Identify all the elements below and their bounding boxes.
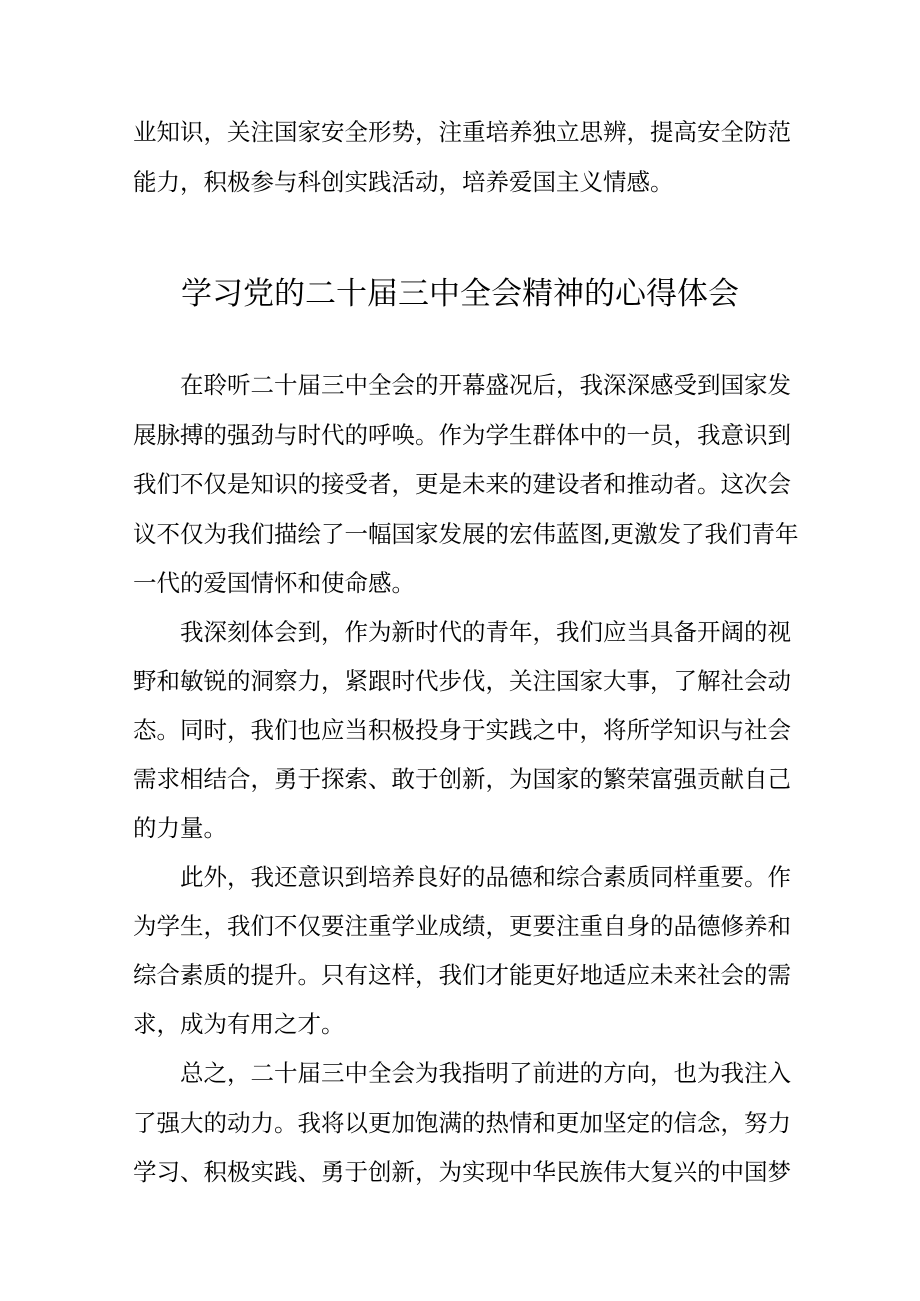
paragraph-2-line-1: 我深刻体会到，作为新时代的青年，我们应当具备开阔的视	[133, 618, 791, 646]
intro-line-1: 业知识，关注国家安全形势，注重培养独立思辨，提高安全防范	[133, 118, 791, 146]
paragraph-3-line-3: 综合素质的提升。只有这样，我们才能更好地适应未来社会的需	[133, 961, 791, 989]
paragraph-4-line-2: 了强大的动力。我将以更加饱满的热情和更加坚定的信念，努力	[133, 1109, 791, 1137]
paragraph-2-line-3: 态。同时，我们也应当积极投身于实践之中，将所学知识与社会	[133, 716, 791, 744]
paragraph-2-line-4: 需求相结合，勇于探索、敢于创新，为国家的繁荣富强贡献自己	[133, 765, 791, 793]
paragraph-2-line-5: 的力量。	[133, 814, 227, 842]
paragraph-3-line-1: 此外，我还意识到培养良好的品德和综合素质同样重要。作	[133, 863, 791, 891]
paragraph-1-line-1: 在聆听二十届三中全会的开幕盛况后，我深深感受到国家发	[133, 371, 791, 399]
paragraph-3-line-4: 求，成为有用之才。	[133, 1010, 345, 1038]
paragraph-3-line-2: 为学生，我们不仅要注重学业成绩，更要注重自身的品德修养和	[133, 912, 791, 940]
paragraph-2-line-2: 野和敏锐的洞察力，紧跟时代步伐，关注国家大事，了解社会动	[133, 667, 791, 695]
paragraph-1-line-3: 我们不仅是知识的接受者，更是未来的建设者和推动者。这次会	[133, 470, 791, 498]
paragraph-1-line-2: 展脉搏的强劲与时代的呼唤。作为学生群体中的一员，我意识到	[133, 421, 791, 449]
paragraph-4-line-1: 总之，二十届三中全会为我指明了前进的方向，也为我注入	[133, 1059, 791, 1087]
paragraph-4-line-3: 学习、积极实践、勇于创新，为实现中华民族伟大复兴的中国梦	[133, 1158, 791, 1186]
intro-line-2: 能力，积极参与科创实践活动，培养爱国主义情感。	[133, 168, 674, 196]
paragraph-1-line-4: 议不仅为我们描绘了一幅国家发展的宏伟蓝图,更激发了我们青年	[133, 520, 799, 548]
page-title: 学习党的二十届三中全会精神的心得体会	[181, 276, 739, 312]
paragraph-1-line-5: 一代的爱国情怀和使命感。	[133, 569, 415, 597]
